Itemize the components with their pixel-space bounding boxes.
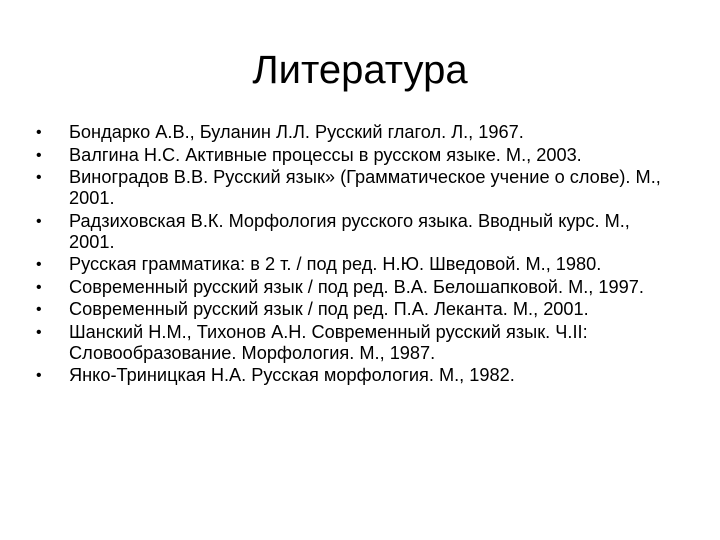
list-item: [36, 167, 666, 209]
list-item: [36, 254, 666, 275]
slide-title: Литература: [252, 48, 468, 92]
list-item-text: Русская грамматика: в 2 т. / под ред. Н.Ю. Шведовой. М., 1980.: [69, 254, 602, 274]
bullet-icon: •: [36, 323, 42, 341]
list-item-text: Бондарко А.В., Буланин Л.Л. Русский глагол. Л., 1967.: [69, 122, 524, 142]
list-item-text: Современный русский язык / под ред. В.А. Белошапковой. М., 1997.: [69, 276, 644, 297]
bullet-icon: •: [36, 212, 42, 230]
list-item: [36, 145, 666, 166]
bullet-icon: •: [36, 124, 42, 141]
list-item-text: Радзиховская В.К. Морфология русского языка. Вводный курс. М., 2001.: [69, 210, 630, 252]
list-item: [36, 322, 666, 364]
list-item-text: Шанский Н.М., Тихонов А.Н. Современный русский язык. Ч.II: Словообразование. Морфология. М., 1987.: [69, 321, 588, 363]
bibliography-list: [36, 122, 666, 388]
bullet-icon: •: [36, 256, 42, 273]
list-item-text: Янко-Триницкая Н.А. Русская морфология. М., 1982.: [69, 365, 515, 385]
bullet-icon: •: [36, 278, 42, 296]
bullet-icon: •: [36, 169, 42, 186]
list-item: [36, 122, 666, 143]
list-item: [36, 211, 666, 253]
list-item: [36, 365, 666, 386]
list-item: [36, 277, 666, 298]
list-item: [36, 299, 666, 320]
bullet-icon: •: [36, 301, 42, 318]
bullet-icon: •: [36, 146, 42, 164]
list-item-text: Виноградов В.В. Русский язык» (Грамматическое учение о слове). М., 2001.: [69, 167, 661, 208]
list-item-text: Валгина Н.С. Активные процессы в русском языке. М., 2003.: [69, 144, 582, 165]
bullet-icon: •: [36, 367, 42, 384]
list-item-text: Современный русский язык / под ред. П.А. Леканта. М., 2001.: [69, 299, 589, 319]
